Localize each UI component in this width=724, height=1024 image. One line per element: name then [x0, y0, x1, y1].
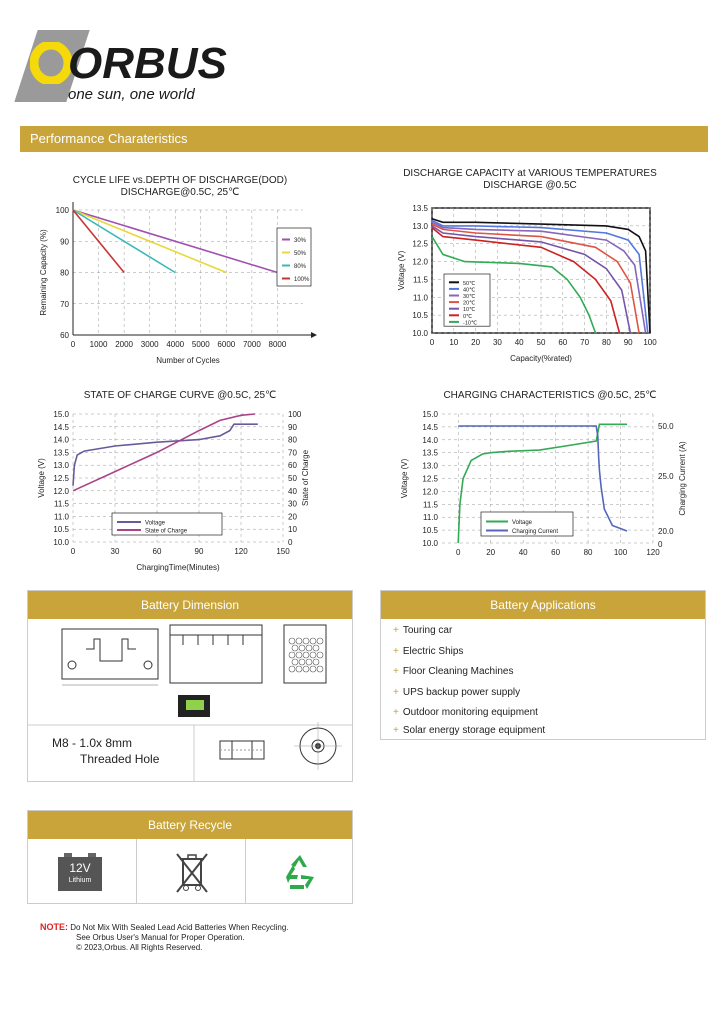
y2-tick-label: 60 [288, 461, 297, 471]
x-axis-label: Capacity(%rated) [510, 354, 572, 363]
y-tick-label: 13.0 [412, 221, 428, 231]
y-tick-label: 12.0 [422, 487, 438, 497]
x-tick-label: 0 [456, 548, 461, 557]
legend-label: State of Charge [145, 528, 188, 535]
x-tick-label: 70 [580, 338, 590, 347]
y-tick-label: 60 [60, 331, 69, 340]
y-tick-label: 11.5 [54, 499, 69, 509]
y-axis-label: Voltage (V) [400, 458, 409, 499]
x-tick-label: 3000 [140, 340, 159, 349]
x-tick-label: 10 [449, 338, 459, 347]
list-item: + Outdoor monitoring equipment [393, 707, 538, 718]
list-item: + Floor Cleaning Machines [393, 666, 514, 677]
x-tick-label: 2000 [115, 340, 134, 349]
y2-axis-label: Charging Current (A) [678, 441, 687, 516]
y-tick-label: 15.0 [422, 410, 438, 419]
cycle-life-chart [30, 200, 330, 375]
y2-tick-label: 0 [658, 540, 663, 549]
y-tick-label: 11.0 [54, 512, 69, 522]
note-label: NOTE: [40, 922, 68, 932]
cycle-title-line2: DISCHARGE@0.5C, 25℃ [120, 187, 240, 198]
y2-tick-label: 30 [288, 499, 297, 509]
y2-tick-label: 50.0 [658, 422, 674, 431]
applications-list [393, 621, 545, 738]
applications-header: Battery Applications [381, 591, 705, 619]
y-tick-label: 13.5 [422, 448, 438, 458]
y-tick-label: 10.5 [53, 525, 69, 535]
y2-tick-label: 25.0 [658, 472, 674, 481]
x-tick-label: 80 [601, 338, 611, 347]
legend-label: 80% [294, 264, 307, 270]
y-axis-label: Voltage (V) [397, 250, 406, 291]
y-tick-label: 11.0 [423, 513, 438, 523]
battery-applications-panel [380, 590, 706, 740]
list-item: + Electric Ships [393, 645, 464, 657]
legend-label: 40℃ [463, 287, 476, 294]
y-tick-label: 13.0 [422, 461, 438, 471]
legend-label: 50℃ [463, 280, 476, 287]
legend-label: Voltage [512, 520, 533, 526]
y-tick-label: 14.0 [53, 435, 69, 445]
x-tick-label: 30 [492, 338, 502, 347]
battery-dimension-panel [27, 590, 353, 782]
x-tick-label: 150 [276, 547, 290, 556]
recycle-icon [280, 851, 320, 891]
list-item: + UPS backup power supply [393, 686, 521, 698]
plus-icon: + [393, 707, 399, 718]
y-tick-label: 14.5 [53, 422, 69, 432]
y-tick-label: 13.5 [412, 204, 428, 213]
discharge-chart-title [380, 168, 680, 192]
plus-icon: + [393, 625, 399, 636]
legend-label: 100% [294, 277, 310, 283]
plus-icon: + [393, 645, 399, 657]
y2-tick-label: 10 [288, 525, 297, 535]
y2-tick-label: 50 [288, 474, 297, 483]
y2-tick-label: 90 [288, 422, 297, 432]
battery-side-view [170, 625, 262, 683]
x-tick-label: 60 [558, 338, 568, 347]
x-tick-label: 4000 [166, 340, 185, 349]
dimension-header: Battery Dimension [28, 591, 352, 619]
logo-brand: ORBUS [68, 39, 227, 88]
legend-label: Voltage [145, 520, 166, 527]
legend-label: 10℃ [463, 307, 476, 314]
y-tick-label: 70 [60, 299, 69, 309]
cycle-title-line1: CYCLE LIFE vs.DEPTH OF DISCHARGE(DOD) [72, 175, 288, 186]
x-tick-label: 0 [70, 340, 76, 349]
x-tick-label: 90 [194, 547, 204, 556]
logo-tagline: one sun, one world [68, 86, 195, 103]
cycle-chart-title [40, 175, 320, 199]
legend-label: 20℃ [463, 300, 476, 307]
note-line: Do Not Mix With Sealed Lead Acid Batteries When Recycling. [70, 923, 289, 932]
x-tick-label: 50 [536, 338, 546, 347]
plus-icon: + [393, 666, 399, 677]
y-tick-label: 14.0 [422, 435, 438, 445]
hole-label-type: Threaded Hole [80, 752, 160, 766]
x-tick-label: 100 [613, 548, 628, 557]
x-tick-label: 100 [643, 338, 657, 347]
battery-display-module [178, 695, 210, 717]
y-tick-label: 90 [60, 237, 69, 247]
series-line [73, 210, 226, 273]
legend-label: 30% [294, 238, 307, 244]
x-axis-arrow [311, 332, 317, 338]
y2-tick-label: 70 [288, 448, 297, 458]
y2-tick-label: 20.0 [658, 527, 674, 536]
x-tick-label: 6000 [217, 340, 236, 349]
soc-chart [30, 403, 330, 575]
x-tick-label: 80 [583, 548, 593, 557]
y2-tick-label: 80 [288, 435, 297, 445]
x-tick-label: 60 [551, 548, 561, 557]
x-tick-label: 120 [234, 547, 248, 556]
y-tick-label: 10.0 [412, 329, 428, 338]
discharge-temp-chart [390, 200, 670, 375]
y-tick-label: 12.0 [412, 257, 428, 267]
y-tick-label: 11.5 [423, 500, 438, 510]
battery-voltage: 12V [69, 861, 91, 875]
discharge-title-line1: DISCHARGE CAPACITY at VARIOUS TEMPERATURES [403, 168, 657, 179]
logo-o-mark [30, 42, 72, 84]
legend-label: -10℃ [463, 320, 478, 327]
x-tick-label: 60 [152, 547, 162, 556]
threaded-hole-top [294, 722, 342, 770]
battery-top-view [62, 629, 158, 685]
plus-icon: + [393, 724, 399, 736]
x-tick-label: 1000 [89, 340, 108, 349]
crossed-bin-icon [174, 851, 210, 895]
y-tick-label: 14.5 [422, 422, 438, 432]
y-tick-label: 11.0 [413, 293, 428, 303]
y-tick-label: 100 [55, 206, 69, 215]
section-title: Performance Charateristics [20, 126, 708, 152]
x-tick-label: 40 [518, 548, 528, 557]
x-axis-label: Number of Cycles [156, 356, 220, 365]
y-axis-label: Voltage (V) [37, 458, 46, 498]
y-tick-label: 15.0 [53, 410, 69, 419]
threaded-hole-section [220, 741, 264, 759]
note-line: © 2023,Orbus. All Rights Reserved. [76, 943, 203, 952]
charging-chart [395, 403, 705, 563]
y-tick-label: 12.5 [422, 474, 438, 484]
x-tick-label: 0 [429, 338, 435, 347]
y-tick-label: 11.5 [413, 275, 428, 285]
x-tick-label: 20 [471, 338, 481, 347]
y-tick-label: 10.5 [422, 526, 438, 536]
y2-axis-label: State of Charge [301, 449, 310, 507]
plus-icon: + [393, 686, 399, 698]
list-item: + Touring car [393, 625, 453, 636]
battery-recycle-panel [27, 810, 353, 904]
y-tick-label: 12.5 [53, 474, 69, 483]
y-tick-label: 13.5 [53, 448, 69, 458]
x-tick-label: 8000 [268, 340, 287, 349]
y-axis-label: Remaining Capacity (%) [39, 229, 48, 316]
battery-end-view [284, 625, 326, 683]
y2-tick-label: 100 [288, 410, 302, 419]
x-tick-label: 30 [110, 547, 120, 556]
y-tick-label: 10.5 [412, 311, 428, 321]
recycling-note [40, 922, 289, 953]
x-tick-label: 40 [514, 338, 524, 347]
legend-label: Charging Current [512, 529, 559, 535]
battery-icon [58, 853, 102, 891]
y2-tick-label: 40 [288, 486, 297, 496]
hole-label-size: M8 - 1.0x 8mm [52, 736, 133, 750]
y-tick-label: 10.0 [53, 538, 69, 547]
x-tick-label: 5000 [191, 340, 210, 349]
y2-tick-label: 0 [288, 538, 293, 547]
x-tick-label: 20 [486, 548, 496, 557]
recycle-header: Battery Recycle [28, 811, 352, 839]
y-tick-label: 13.0 [53, 461, 69, 471]
series-line [73, 424, 258, 486]
y-tick-label: 12.0 [53, 486, 69, 496]
charging-chart-title: CHARGING CHARACTERISTICS @0.5C, 25℃ [443, 390, 657, 401]
x-tick-label: 90 [623, 338, 633, 347]
note-line: See Orbus User's Manual for Proper Operation. [76, 933, 245, 942]
x-tick-label: 7000 [242, 340, 261, 349]
threaded-hole-label [52, 735, 159, 767]
discharge-title-line2: DISCHARGE @0.5C [483, 180, 577, 191]
soc-chart-title: STATE OF CHARGE CURVE @0.5C, 25℃ [83, 390, 277, 401]
legend-label: 50% [294, 251, 307, 257]
y-tick-label: 12.5 [412, 239, 428, 249]
legend-label: 30℃ [463, 294, 476, 300]
list-item: + Solar energy storage equipment [393, 724, 546, 736]
y-tick-label: 80 [60, 268, 69, 278]
x-tick-label: 0 [70, 547, 76, 556]
legend-label: 0℃ [463, 313, 473, 320]
x-tick-label: 120 [646, 548, 660, 557]
x-axis-label: ChargingTime(Minutes) [136, 563, 220, 572]
y2-tick-label: 20 [288, 512, 297, 522]
y-tick-label: 10.0 [422, 539, 438, 548]
battery-type: Lithium [68, 877, 92, 884]
